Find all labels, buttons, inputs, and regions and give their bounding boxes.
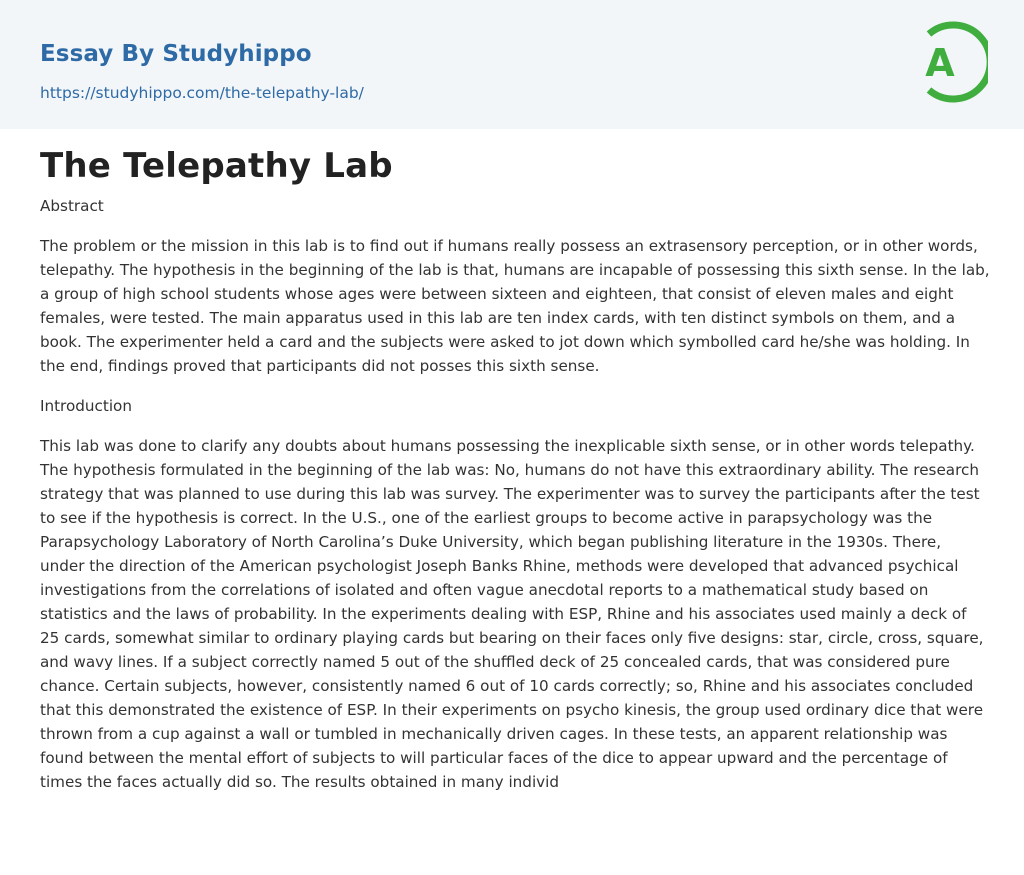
site-header — [0, 0, 1024, 129]
essay-title: The Telepathy Lab — [40, 146, 393, 186]
essay-body — [40, 194, 990, 810]
essay-url-link[interactable]: https://studyhippo.com/the-telepathy-lab/ — [40, 84, 364, 102]
brand-title[interactable]: Essay By Studyhippo — [40, 41, 312, 67]
section-text-introduction: This lab was done to clarify any doubts about humans possessing the inexplicable sixth sense, or in other words telepathy. The hypothesis formulated in the beginning of the lab was: No, humans do not have this extraordinary ability. The research strategy that was planned to use during this lab was survey. The experimenter was to survey the participants after the test to see if the hypothesis is correct. In the U.S., one of the earliest groups to become active in parapsychology was the Parapsychology Laboratory of North Carolina’s Duke University, which began publishing literature in the 1930s. There, under the direction of the American psychologist Joseph Banks Rhine, methods were developed that advanced psychical investigations from the correlations of isolated and often vague anecdotal reports to a mathematical study based on statistics and the laws of probability. In the experiments dealing with ESP, Rhine and his associates used mainly a deck of 25 cards, somewhat similar to ordinary playing cards but bearing on their faces only five designs: star, circle, cross, square, and wavy lines. If a subject correctly named 5 out of the shuffled deck of 25 concealed cards, that was considered pure chance. Certain subjects, however, consistently named 6 out of 10 cards correctly; so, Rhine and his associates concluded that this demonstrated the existence of ESP. In their experiments on psycho kinesis, the group used ordinary dice that were thrown from a cup against a wall or tumbled in mechanically driven cages. In these tests, an apparent relationship was found between the mental effort of subjects to will particular faces of the dice to appear upward and the percentage of times the faces actually did so. The results obtained in many individ — [40, 437, 984, 791]
section-text-abstract: The problem or the mission in this lab is to find out if humans really possess an extrasensory perception, or in other words, telepathy. The hypothesis in the beginning of the lab is that, humans are incapable of possessing this sixth sense. In the lab, a group of high school students whose ages were between sixteen and eighteen, that consist of eleven males and eight females, were tested. The main apparatus used in this lab are ten index cards, with ten distinct symbols on them, and a book. The experimenter held a card and the subjects were asked to jot down which symbolled card he/she was holding. In the end, findings proved that participants did not posses this sixth sense. — [40, 237, 990, 375]
logo-letter: A — [925, 41, 955, 85]
section-heading-abstract: Abstract — [40, 197, 104, 215]
section-heading-introduction: Introduction — [40, 397, 132, 415]
studyhippo-logo-icon[interactable] — [908, 18, 988, 106]
